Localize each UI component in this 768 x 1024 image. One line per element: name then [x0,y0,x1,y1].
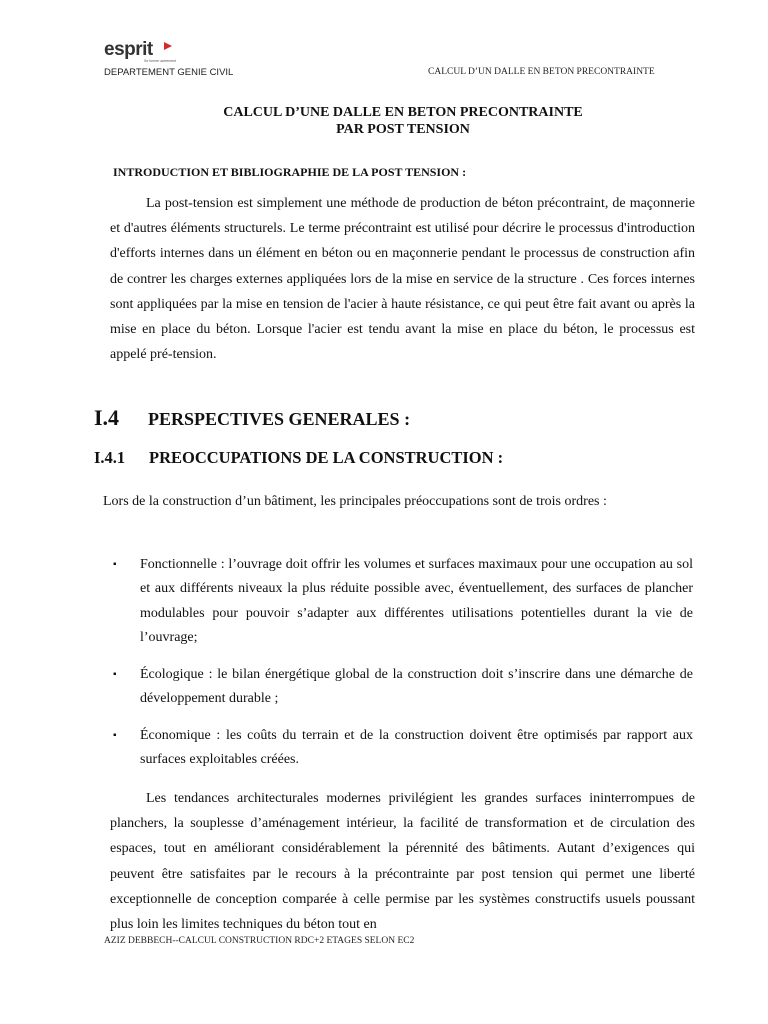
document-title-line-1: CALCUL D’UNE DALLE EN BETON PRECONTRAINTE [223,105,583,120]
subsection-heading [94,448,503,468]
logo-flag-icon [164,42,172,50]
intro-paragraph: La post-tension est simplement une méthode de production de béton précontraint, de maçonnerie et d'autres éléments structurels. Le terme précontraint est utilisé pour décrire le processus d'introduction d'efforts internes dans un élément en béton ou en maçonnerie pendant le processus de construction afin de contrer les charges externes appliquées lors de la mise en service de la structure . Ces forces internes sont appliquées par la mise en tension de l'acier à haute résistance, ce qui peut être fait avant ou après la mise en place du béton. Lorsque l'acier est tendu avant la mise en place du béton, le processus est appelé pré-tension. [110,196,695,363]
section-heading [94,405,410,431]
logo-brand: esprit [104,39,153,60]
subsection-number: I.4.1 [94,448,126,467]
section-title: PERSPECTIVES GENERALES : [148,409,411,429]
header-document-title: CALCUL D’UN DALLE EN BETON PRECONTRAINTE [428,67,655,77]
intro-heading: INTRODUCTION ET BIBLIOGRAPHIE DE LA POST TENSION : [113,165,467,179]
logo-tagline: Se former autrement [144,59,177,63]
subsection-title: PREOCCUPATIONS DE LA CONSTRUCTION : [149,448,504,467]
bullet-square-icon: ▪ [113,730,117,741]
lead-paragraph: Lors de la construction d’un bâtiment, les principales préoccupations sont de trois ordres : [103,494,607,509]
list-item: Écologique : le bilan énergétique global de la construction doit s’inscrire dans une démarche de développement durable ; [140,667,693,707]
document-title-line-2: PAR POST TENSION [336,122,470,137]
closing-paragraph: Les tendances architecturales modernes privilégient les grandes surfaces ininterrompues de planchers, la souplesse d’aménagement intérieur, la facilité de transformation et de circulation des espaces, tout en améliorant considérablement la pérennité des bâtiments. Autant d’exigences qui peuvent être satisfaites par le recours à la précontrainte par post tension qui permet une liberté exceptionnelle de conception comparée à celle permise par les systèmes constructifs usuels poussant plus loin les limites techniques du béton tout en [110,791,695,932]
bullet-square-icon: ▪ [113,669,117,680]
bullet-square-icon: ▪ [113,559,117,570]
list-item: Fonctionnelle : l’ouvrage doit offrir les volumes et surfaces maximaux pour une occupation au sol et aux différents niveaux la plus réduite possible avec, éventuellement, des surfaces de plancher modulables pour pouvoir s’adapter aux différentes utilisations potentielles durant la vie de l’ouvrage; [140,557,693,645]
header-department: DEPARTEMENT GENIE CIVIL [104,67,234,78]
list-item: Économique : les coûts du terrain et de la construction doivent être optimisés par rapport aux surfaces exploitables créées. [140,728,693,768]
esprit-logo [104,39,177,66]
page-footer: AZIZ DEBBECH--CALCUL CONSTRUCTION RDC+2 ETAGES SELON EC2 [104,936,415,946]
section-number: I.4 [94,405,120,430]
